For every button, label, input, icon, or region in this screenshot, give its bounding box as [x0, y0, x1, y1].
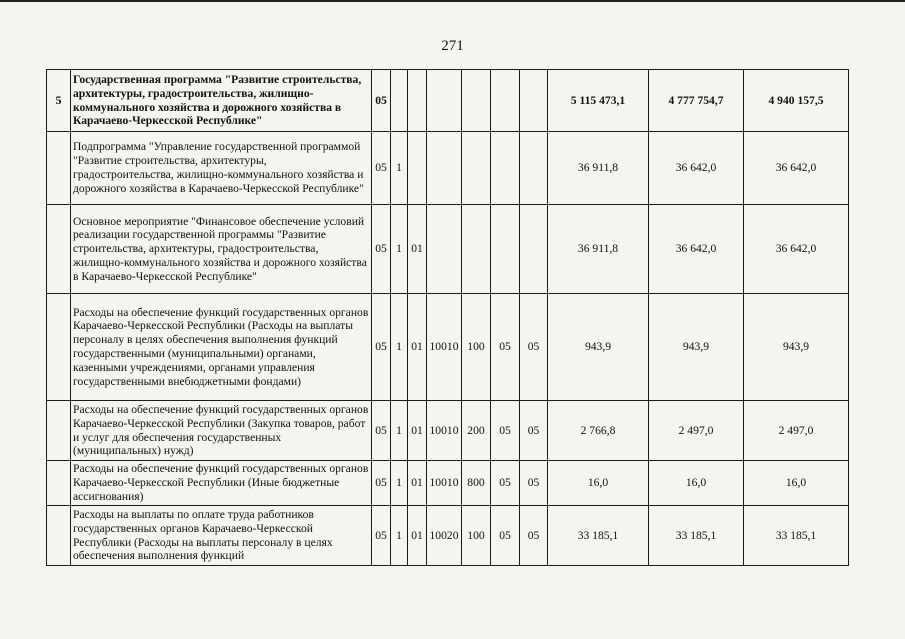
- row-description: Государственная программа "Развитие строительства, архитектуры, градостроительства, жилищно-коммунального хозяйства и дорожного хозяйства в Карачаево-Черкесской Республике": [71, 70, 372, 132]
- amount-year-3: 36 642,0: [744, 205, 849, 294]
- code-subsection: [520, 205, 548, 294]
- row-number: 5: [47, 70, 71, 132]
- code-subprogram: 1: [391, 401, 408, 461]
- table-row: [47, 294, 849, 401]
- row-description: Подпрограмма "Управление государственной программой "Развитие строительства, архитектуры, градостроительства, жилищно-коммунального хозяйства и дорожного хозяйства в Карачаево-Черкесской Республике": [71, 132, 372, 205]
- row-number: [47, 506, 71, 566]
- code-direction: 10010: [427, 294, 462, 401]
- amount-year-3: 16,0: [744, 461, 849, 506]
- code-activity: 01: [408, 506, 427, 566]
- code-expense-type: 800: [462, 461, 491, 506]
- amount-year-3: 2 497,0: [744, 401, 849, 461]
- code-expense-type: [462, 205, 491, 294]
- row-description: Расходы на обеспечение функций государственных органов Карачаево-Черкесской Республики (Закупка товаров, работ и услуг для обеспечения государственных (муниципальных) нужд): [71, 401, 372, 461]
- code-subsection: 05: [520, 294, 548, 401]
- code-program: 05: [372, 132, 391, 205]
- code-program: 05: [372, 294, 391, 401]
- amount-year-2: 4 777 754,7: [649, 70, 744, 132]
- code-activity: 01: [408, 461, 427, 506]
- table-row: [47, 132, 849, 205]
- amount-year-2: 36 642,0: [649, 132, 744, 205]
- row-number: [47, 461, 71, 506]
- code-program: 05: [372, 461, 391, 506]
- amount-year-1: 2 766,8: [548, 401, 649, 461]
- amount-year-1: 33 185,1: [548, 506, 649, 566]
- amount-year-1: 36 911,8: [548, 205, 649, 294]
- code-subsection: 05: [520, 506, 548, 566]
- row-number: [47, 294, 71, 401]
- code-expense-type: 200: [462, 401, 491, 461]
- code-subsection: [520, 70, 548, 132]
- budget-table: [46, 69, 849, 566]
- code-expense-type: 100: [462, 294, 491, 401]
- code-direction: [427, 205, 462, 294]
- amount-year-2: 36 642,0: [649, 205, 744, 294]
- table-row: [47, 401, 849, 461]
- table-row: [47, 70, 849, 132]
- code-activity: [408, 132, 427, 205]
- amount-year-3: 36 642,0: [744, 132, 849, 205]
- amount-year-3: 943,9: [744, 294, 849, 401]
- code-direction: 10010: [427, 461, 462, 506]
- code-subprogram: 1: [391, 132, 408, 205]
- code-program: 05: [372, 401, 391, 461]
- amount-year-2: 943,9: [649, 294, 744, 401]
- row-description: Расходы на выплаты по оплате труда работников государственных органов Карачаево-Черкесской Республики (Расходы на выплаты персоналу в целях обеспечения выполнения функций: [71, 506, 372, 566]
- code-direction: [427, 70, 462, 132]
- row-description: Расходы на обеспечение функций государственных органов Карачаево-Черкесской Республики (Иные бюджетные ассигнования): [71, 461, 372, 506]
- code-subsection: 05: [520, 461, 548, 506]
- amount-year-1: 16,0: [548, 461, 649, 506]
- amount-year-2: 33 185,1: [649, 506, 744, 566]
- code-subsection: [520, 132, 548, 205]
- top-border-line: [0, 0, 905, 2]
- code-section: [491, 70, 520, 132]
- code-section: 05: [491, 401, 520, 461]
- code-direction: 10020: [427, 506, 462, 566]
- amount-year-1: 36 911,8: [548, 132, 649, 205]
- amount-year-1: 943,9: [548, 294, 649, 401]
- amount-year-2: 2 497,0: [649, 401, 744, 461]
- row-description: Основное мероприятие "Финансовое обеспечение условий реализации государственной программы "Развитие строительства, архитектуры, градостроительства, жилищно-коммунального хозяйства и дорожного хозяйства в Карачаево-Черкесской Республике": [71, 205, 372, 294]
- code-program: 05: [372, 506, 391, 566]
- row-description: Расходы на обеспечение функций государственных органов Карачаево-Черкесской Республики (Расходы на выплаты персоналу в целях обеспечения выполнения функций государственными (муниципальными) органами, казенными учреждениями, органами управления государственными внебюджетными фондами): [71, 294, 372, 401]
- code-expense-type: [462, 70, 491, 132]
- code-section: 05: [491, 294, 520, 401]
- code-program: 05: [372, 205, 391, 294]
- amount-year-1: 5 115 473,1: [548, 70, 649, 132]
- table-row: [47, 461, 849, 506]
- code-activity: 01: [408, 401, 427, 461]
- code-activity: 01: [408, 294, 427, 401]
- row-number: [47, 132, 71, 205]
- code-section: [491, 132, 520, 205]
- page-number: 271: [441, 38, 464, 54]
- code-direction: [427, 132, 462, 205]
- row-number: [47, 205, 71, 294]
- table-row: [47, 205, 849, 294]
- code-expense-type: [462, 132, 491, 205]
- amount-year-3: 33 185,1: [744, 506, 849, 566]
- code-activity: [408, 70, 427, 132]
- row-number: [47, 401, 71, 461]
- table-row: [47, 506, 849, 566]
- code-subprogram: 1: [391, 205, 408, 294]
- code-subprogram: 1: [391, 294, 408, 401]
- code-subprogram: 1: [391, 461, 408, 506]
- code-section: [491, 205, 520, 294]
- amount-year-3: 4 940 157,5: [744, 70, 849, 132]
- code-direction: 10010: [427, 401, 462, 461]
- amount-year-2: 16,0: [649, 461, 744, 506]
- code-program: 05: [372, 70, 391, 132]
- code-subsection: 05: [520, 401, 548, 461]
- code-section: 05: [491, 461, 520, 506]
- code-expense-type: 100: [462, 506, 491, 566]
- code-activity: 01: [408, 205, 427, 294]
- code-section: 05: [491, 506, 520, 566]
- code-subprogram: [391, 70, 408, 132]
- code-subprogram: 1: [391, 506, 408, 566]
